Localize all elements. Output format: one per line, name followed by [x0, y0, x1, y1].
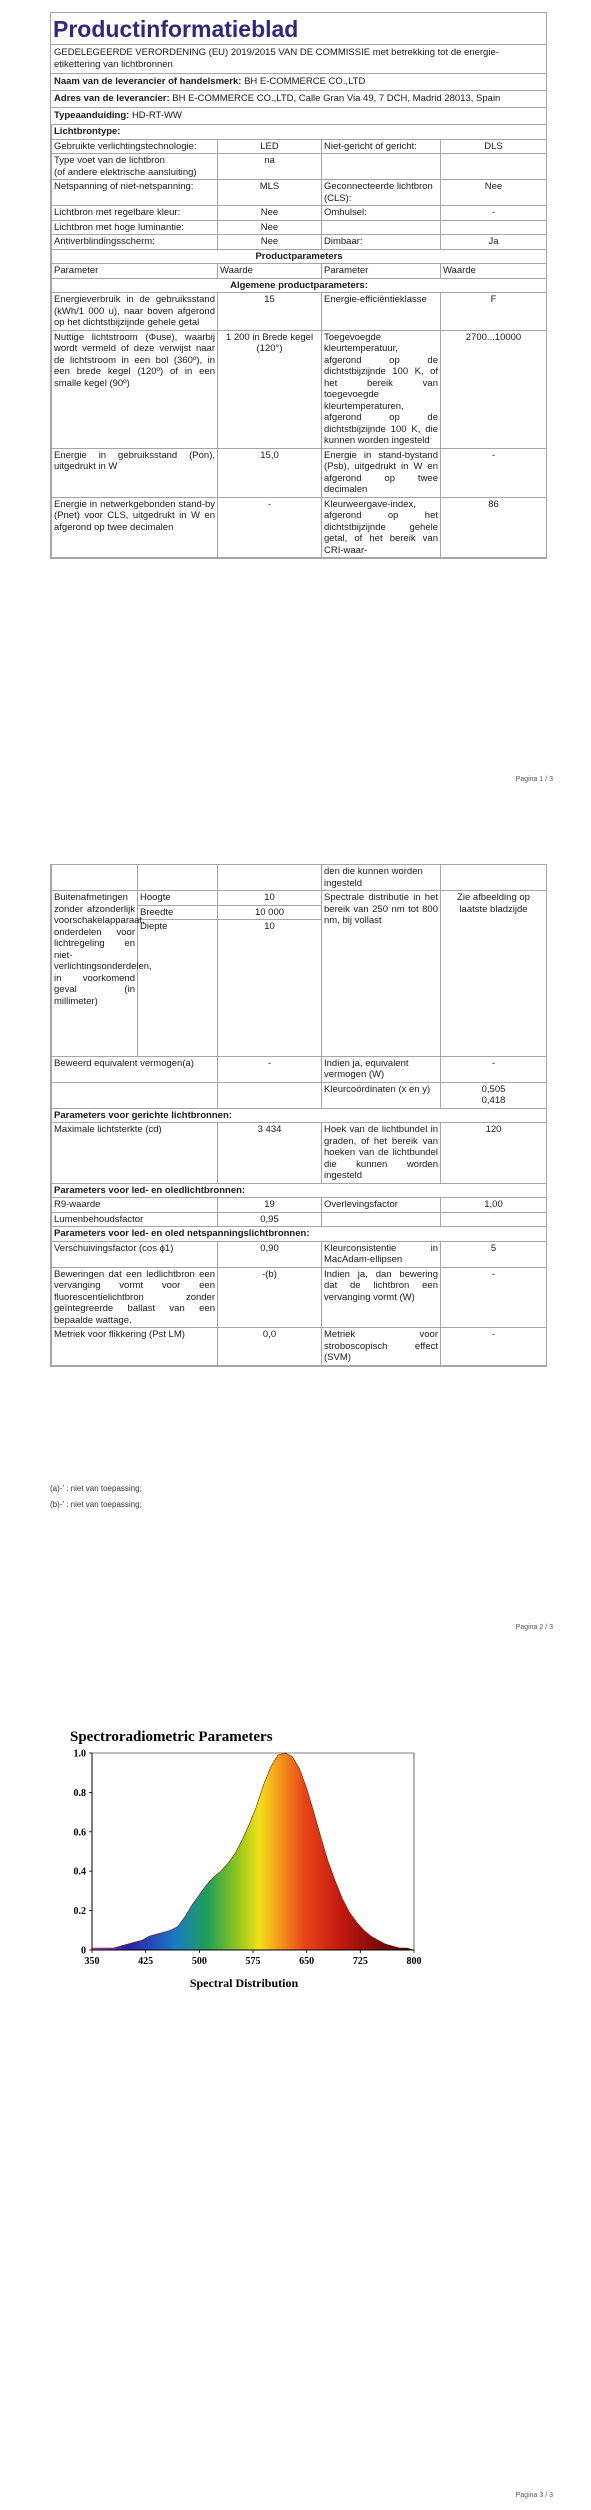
- cell: 120: [441, 1123, 547, 1184]
- table-row: [52, 1123, 547, 1184]
- cell: R9-waarde: [52, 1198, 218, 1213]
- cell: Energieverbruik in de gebruiksstand (kWh/1 000 u), naar boven afgerond op het dichtstbijzijnde gehele getal: [52, 293, 218, 331]
- table-row: [52, 1212, 547, 1227]
- cell: F: [441, 293, 547, 331]
- cell: 1,00: [441, 1198, 547, 1213]
- x-tick-label: 350: [84, 1956, 100, 1967]
- cell: Lichtbron met hoge luminantie:: [52, 220, 218, 235]
- cell: [138, 934, 218, 1057]
- cell: Indien ja, dan bewering dat de lichtbron een vervanging vormt (W): [322, 1267, 441, 1328]
- cell: [52, 865, 138, 891]
- table-row: [52, 1241, 547, 1267]
- table-row: [52, 330, 547, 448]
- cell: Type voet van de lichtbron (of andere elektrische aansluiting): [52, 154, 218, 180]
- y-tick-label: 1.0: [73, 1748, 86, 1760]
- column-header: Waarde: [441, 264, 547, 279]
- page-number: Pagina 1 / 3: [515, 776, 553, 783]
- page-number: Pagina 3 / 3: [515, 2492, 553, 2499]
- x-tick-label: 500: [191, 1956, 207, 1967]
- cell: Verschuivingsfactor (cos ϕ1): [52, 1241, 218, 1267]
- column-header: Parameter: [322, 264, 441, 279]
- directional-heading: Parameters voor gerichte lichtbronnen:: [52, 1108, 547, 1123]
- cell: Kleurconsistentie in MacAdam-ellipsen: [322, 1241, 441, 1267]
- cell: Toegevoegde kleurtemperatuur, afgerond op de dichtstbijzijnde 100 K, of het bereik van toegevoegde kleurtemperaturen, afgerond op de dichtstbijzijnde 100 K, die kunnen worden ingesteld: [322, 330, 441, 448]
- x-tick-label: 650: [299, 1956, 315, 1967]
- cell: Kleurcoördinaten (x en y): [322, 1082, 441, 1108]
- cell: -: [441, 448, 547, 497]
- cell: DLS: [441, 139, 547, 154]
- table-row: [52, 235, 547, 250]
- cell: den die kunnen worden ingesteld: [322, 865, 441, 891]
- column-header-row: [52, 264, 547, 279]
- table-row: [52, 220, 547, 235]
- supplier-name-label: Naam van de leverancier of handelsmerk:: [54, 76, 242, 87]
- supplier-address-row: [51, 90, 546, 107]
- spectrum-area: [92, 1753, 414, 1950]
- cell: Nee: [218, 220, 322, 235]
- cell: Hoek van de lichtbundel in graden, of het bereik van hoeken van de lichtbundel die kunnen worden ingesteld: [322, 1123, 441, 1184]
- cell: Beweerd equivalent vermogen(a): [52, 1056, 218, 1082]
- cell: Diepte: [138, 920, 218, 934]
- model-label: Typeaanduiding:: [54, 110, 130, 121]
- page-1: [0, 0, 591, 800]
- light-source-type-heading: Lichtbrontype:: [52, 125, 547, 140]
- supplier-address: BH E-COMMERCE CO.,LTD, Calle Gran Via 49, 7 DCH, Madrid 28013, Spain: [172, 93, 501, 104]
- cell: Energie-efficiëntieklasse: [322, 293, 441, 331]
- cell: Kleurweergave-index, afgerond op het dichtstbijzijnde gehele getal, of het bereik van CRI-waar-: [322, 497, 441, 558]
- cell: Niet-gericht of gericht:: [322, 139, 441, 154]
- page-title: Productinformatieblad: [53, 16, 299, 42]
- cell: 0,505 0,418: [441, 1082, 547, 1108]
- cell: Maximale lichtsterkte (cd): [52, 1123, 218, 1184]
- page-2: [0, 800, 591, 1640]
- table-row: [52, 891, 547, 906]
- cell: Netspanning of niet-netspanning:: [52, 180, 218, 206]
- cell: 1 200 in Brede kegel (120°): [218, 330, 322, 448]
- cell: [322, 220, 441, 235]
- table-row: [52, 180, 547, 206]
- supplier-name: BH E-COMMERCE CO.,LTD: [244, 76, 366, 87]
- y-tick-label: 0: [81, 1945, 86, 1957]
- cell: 3 434: [218, 1123, 322, 1184]
- table-row: [52, 1082, 547, 1108]
- cell: Omhulsel:: [322, 206, 441, 221]
- cell: Metriek voor flikkering (Pst LM): [52, 1328, 218, 1366]
- cell: -: [218, 1056, 322, 1082]
- cell: LED: [218, 139, 322, 154]
- footnote-a: (a)-' : niet van toepassing;: [50, 1484, 142, 1493]
- cell: na: [218, 154, 322, 180]
- page-3: [0, 1640, 591, 2510]
- model-id: HD-RT-WW: [131, 110, 182, 121]
- x-tick-label: 425: [138, 1956, 154, 1967]
- info-sheet-frame: [50, 12, 547, 559]
- cell: Beweringen dat een ledlichtbron een vervanging vormt voor een fluorescentielichtbron zonder geïntegreerde ballast van een bepaalde wattage.: [52, 1267, 218, 1328]
- cell: Lichtbron met regelbare kleur:: [52, 206, 218, 221]
- cell: 5: [441, 1241, 547, 1267]
- table-row: [52, 1267, 547, 1328]
- chart-title: Spectroradiometric Parameters: [70, 1729, 273, 1745]
- cell: Gebruikte verlichtingstechnologie:: [52, 139, 218, 154]
- x-tick-label: 800: [406, 1956, 422, 1967]
- cell: [441, 1212, 547, 1227]
- cell: -: [441, 1056, 547, 1082]
- supplier-name-row: [51, 73, 546, 90]
- supplier-address-label: Adres van de leverancier:: [54, 93, 170, 104]
- cell: 0,90: [218, 1241, 322, 1267]
- cell: Nuttige lichtstroom (Φuse), waarbij wordt vermeld of deze verwijst naar de lichtstroom in een bol (360º), in een brede kegel (120º) of in een smalle kegel (90º): [52, 330, 218, 448]
- cell: Energie in gebruiksstand (Pon), uitgedrukt in W: [52, 448, 218, 497]
- table-row: [52, 1328, 547, 1366]
- light-source-table: [51, 124, 547, 558]
- y-tick-label: 0.6: [73, 1827, 86, 1839]
- cell: Spectrale distributie in het bereik van 250 nm tot 800 nm, bij vollast: [322, 891, 441, 1057]
- cell: Nee: [218, 235, 322, 250]
- cell: Ja: [441, 235, 547, 250]
- x-tick-label: 575: [245, 1956, 261, 1967]
- cell: Nee: [441, 180, 547, 206]
- x-tick-label: 725: [352, 1956, 368, 1967]
- cell: Lumenbehoudsfactor: [52, 1212, 218, 1227]
- cell: Geconnecteerde lichtbron (CLS):: [322, 180, 441, 206]
- cell: [52, 1082, 218, 1108]
- cell: Hoogte: [138, 891, 218, 906]
- cell: 19: [218, 1198, 322, 1213]
- table-row: [52, 206, 547, 221]
- led-mains-heading: Parameters voor led- en oled netspanningslichtbronnen:: [52, 1227, 547, 1242]
- table-row: [52, 497, 547, 558]
- product-parameters-heading: Productparameters: [52, 249, 547, 264]
- y-tick-label: 0.8: [73, 1787, 86, 1799]
- column-header: Parameter: [52, 264, 218, 279]
- cell: [441, 154, 547, 180]
- dimensions-label: Buitenafmetingen zonder afzonderlijk voorschakelapparaat, onderdelen voor lichtregeling en niet-verlichtingsonderdelen, in voorkomend geval (in millimeter): [52, 891, 138, 1057]
- info-sheet-frame-continued: [50, 864, 547, 1367]
- model-row: [51, 107, 546, 124]
- cell: Indien ja, equivalent vermogen (W): [322, 1056, 441, 1082]
- cell: -: [441, 206, 547, 221]
- page-number: Pagina 2 / 3: [515, 1624, 553, 1631]
- cell: 0,0: [218, 1328, 322, 1366]
- footnote-b: (b)-' : niet van toepassing;: [50, 1500, 142, 1509]
- cell: -(b): [218, 1267, 322, 1328]
- cell: [441, 220, 547, 235]
- cell: [218, 934, 322, 1057]
- cell: Energie in netwerkgebonden stand-by (Pnet) voor CLS, uitgedrukt in W en afgerond op twee decimalen: [52, 497, 218, 558]
- cell: Breedte: [138, 905, 218, 920]
- table-row: [52, 1056, 547, 1082]
- cell: 10: [218, 920, 322, 934]
- y-tick-label: 0.4: [73, 1866, 86, 1878]
- general-parameters-heading: Algemene productparameters:: [52, 278, 547, 293]
- cell: Metriek voor stroboscopisch effect (SVM): [322, 1328, 441, 1366]
- table-row: [52, 1198, 547, 1213]
- cell: 15,0: [218, 448, 322, 497]
- cell: [138, 865, 218, 891]
- cell: -: [441, 1267, 547, 1328]
- x-axis-label: Spectral Distribution: [189, 1976, 299, 1990]
- cell: Zie afbeelding op laatste bladzijde: [441, 891, 547, 1057]
- table-row: [52, 293, 547, 331]
- table-row: [52, 139, 547, 154]
- cell: 0,95: [218, 1212, 322, 1227]
- cell: 2700...10000: [441, 330, 547, 448]
- cell: 10 000: [218, 905, 322, 920]
- cell: Antiverblindingsscherm:: [52, 235, 218, 250]
- cell: 10: [218, 891, 322, 906]
- table-row: [52, 154, 547, 180]
- cell: [322, 1212, 441, 1227]
- cell: 86: [441, 497, 547, 558]
- table-row: [52, 865, 547, 891]
- y-tick-label: 0.2: [73, 1906, 86, 1918]
- cell: MLS: [218, 180, 322, 206]
- spectral-distribution-chart: [64, 1725, 444, 1995]
- cell: Dimbaar:: [322, 235, 441, 250]
- cell: [441, 865, 547, 891]
- table-row: [52, 448, 547, 497]
- cell: -: [218, 497, 322, 558]
- led-heading: Parameters voor led- en oledlichtbronnen:: [52, 1183, 547, 1198]
- cell: [218, 1082, 322, 1108]
- parameters-table-continued: [51, 864, 547, 1366]
- regulation-text: GEDELEGEERDE VERORDENING (EU) 2019/2015 VAN DE COMMISSIE met betrekking tot de energie-etikettering van lichtbronnen: [51, 44, 546, 73]
- cell: Energie in stand-bystand (Psb), uitgedrukt in W en afgerond op twee decimalen: [322, 448, 441, 497]
- cell: -: [441, 1328, 547, 1366]
- cell: [322, 154, 441, 180]
- cell: 15: [218, 293, 322, 331]
- cell: [218, 865, 322, 891]
- column-header: Waarde: [218, 264, 322, 279]
- plot-area: [74, 1749, 422, 1968]
- cell: Nee: [218, 206, 322, 221]
- cell: Overlevingsfactor: [322, 1198, 441, 1213]
